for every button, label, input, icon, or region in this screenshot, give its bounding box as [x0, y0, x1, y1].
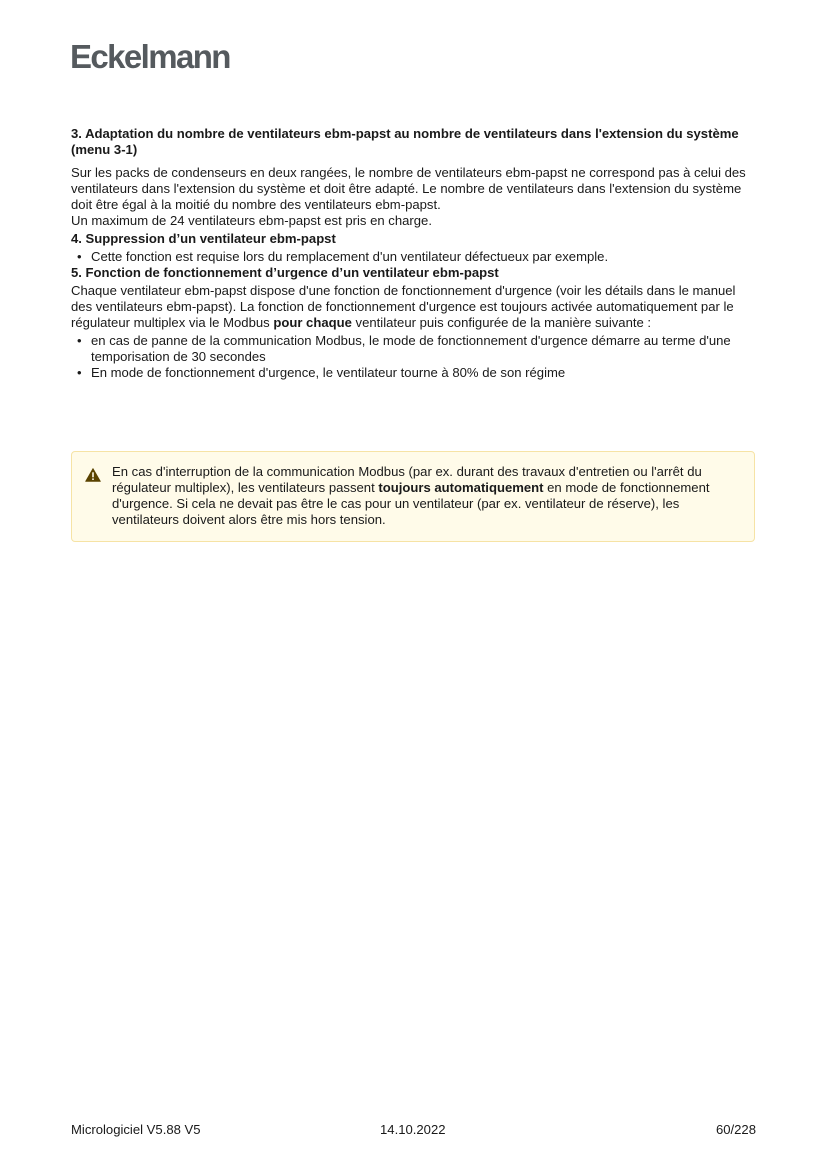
section-3-heading: 3. Adaptation du nombre de ventilateurs ebm-papst au nombre de ventilateurs dans l'extension du système (menu 3-1) — [71, 126, 739, 157]
section-5-list — [71, 333, 757, 381]
warning-icon — [85, 468, 101, 482]
bullet-icon: • — [77, 249, 82, 264]
section-3-paragraph: Sur les packs de condenseurs en deux rangées, le nombre de ventilateurs ebm-papst ne correspond pas à celui des ventilateurs dans l'extension du système et doit être adapté. Le nombre de ventilateurs dans l'extension du système doit être égal à la moitié du nombre des ventilateurs ebm-papst. — [71, 165, 746, 212]
document-body — [71, 126, 757, 381]
warning-notice-text: En cas d'interruption de la communication Modbus (par ex. durant des travaux d'entretien ou l'arrêt du régulateur multiplex), les ventilateurs passent toujours automatiquement en mode de fonctionnement d'urgence. Si cela ne devait pas être le cas pour un ventilateur (par ex. ventilateur de réserve), les ventilateurs doivent alors être mis hors tension. — [112, 464, 710, 527]
list-item: • Cette fonction est requise lors du remplacement d'un ventilateur défectueux par exemple. — [77, 249, 609, 264]
section-5-paragraph: Chaque ventilateur ebm-papst dispose d'une fonction de fonctionnement d'urgence (voir les détails dans le manuel des ventilateurs ebm-papst). La fonction de fonctionnement d'urgence est toujours activée automatiquement par le régulateur multiplex via le Modbus pour chaque ventilateur puis configurée de la manière suivante : — [71, 283, 736, 330]
emphasis-text: pour chaque — [273, 315, 352, 330]
emphasis-text: toujours automatiquement — [378, 480, 544, 495]
section-5-heading: 5. Fonction de fonctionnement d’urgence d’un ventilateur ebm-papst — [71, 265, 499, 280]
footer-firmware-version: Micrologiciel V5.88 V5 — [71, 1122, 201, 1137]
footer-date: 14.10.2022 — [380, 1122, 446, 1137]
warning-notice — [71, 451, 755, 542]
bullet-icon: • — [77, 333, 82, 348]
section-4-list — [71, 249, 757, 265]
list-item: • en cas de panne de la communication Modbus, le mode de fonctionnement d'urgence démarre au terme d'une temporisation de 30 secondes — [77, 333, 731, 364]
section-4-heading: 4. Suppression d’un ventilateur ebm-papst — [71, 231, 336, 246]
list-item: • En mode de fonctionnement d'urgence, le ventilateur tourne à 80% de son régime — [77, 365, 566, 380]
company-logo: Eckelmann — [70, 38, 230, 75]
bullet-icon: • — [77, 365, 82, 380]
section-3-paragraph-2: Un maximum de 24 ventilateurs ebm-papst est pris en charge. — [71, 213, 432, 228]
footer-page-number: 60/228 — [715, 1122, 756, 1137]
